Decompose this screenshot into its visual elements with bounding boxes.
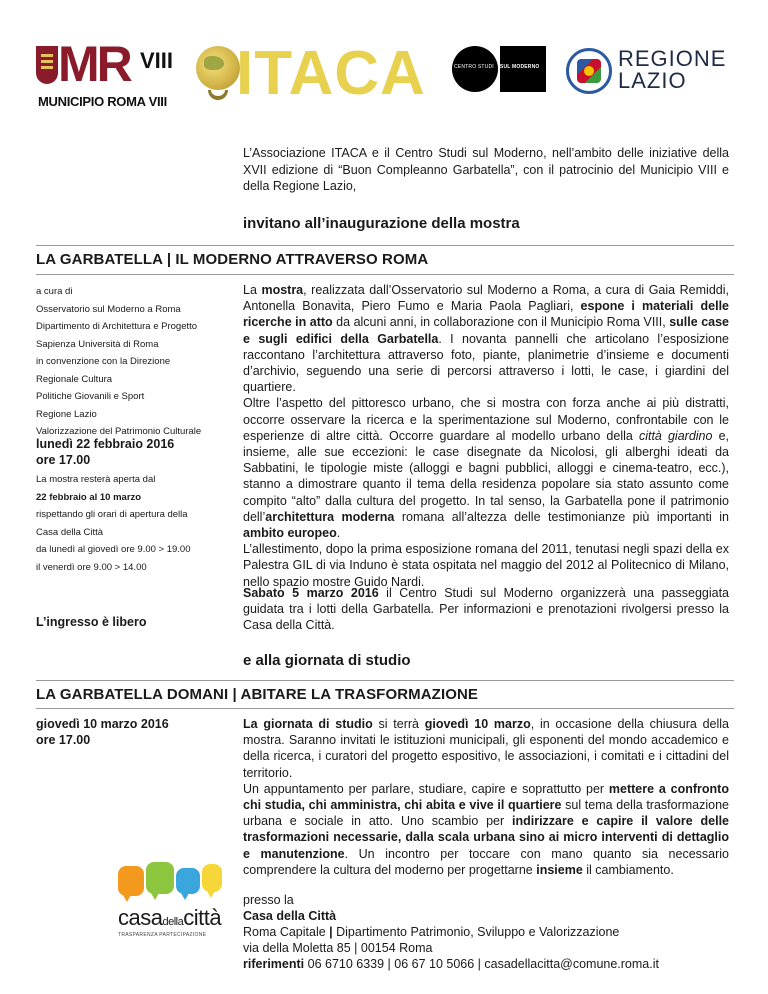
speech-bubble-icon [146, 862, 174, 894]
casa-della-citta-logo [118, 862, 222, 940]
itaca-wordmark: ITACA [236, 39, 426, 108]
mr-letters: MR [58, 36, 130, 92]
exhibition-description [243, 282, 729, 590]
venue-info: presso la Casa della Città Roma Capitale | Dipartimento Patrimonio, Sviluppo e Valorizzazione via della Moletta 85 | 00154 Roma riferimenti 06 6710 6339 | 06 67 10 5066 | casadellacitta@comune.roma.it [243, 893, 659, 971]
section2-title: LA GARBATELLA DOMANI | ABITARE LA TRASFORMAZIONE [36, 686, 479, 703]
opening-hours-block: La mostra resterà aperta dal 22 febbraio al 10 marzo rispettando gli orari di apertura della Casa della Città da lunedì al giovedì ore 9.00 > 19.00 il venerdì ore 9.00 > 14.00 [36, 474, 191, 573]
divider [36, 245, 734, 246]
invite-exhibition: invitano all’inaugurazione della mostra [243, 215, 520, 232]
centro-studi-logo [452, 46, 546, 92]
paragraph: Oltre l’aspetto del pittoresco urbano, che si mostra con forza anche ai più distratti, occorre osservare la ricerca e la sperimentazione sul Moderno, confrontabile con le esperienze di altre città. Occorre guardare al modello urbano della città giardino e, insieme, alle sue eccezioni: le case disegnate da Nicolosi, gli alberghi ideati da Sabbatini, le tipologie miste (alloggi e bagni pubblici, alloggi e cinema-teatro, ecc.), stanno a dimostrare quanto il tema della residenza popolare sia stato assunto come compito “alto” dalla cultura del progetto. In tal senso, la Garbatella pone il patrimonio dell’architettura moderna romana all’altezza delle testimonianze più importanti in ambito europeo. [243, 396, 729, 541]
rome-shield-icon [36, 46, 58, 84]
paragraph: La giornata di studio si terrà giovedì 10 marzo, in occasione della chiusura della mostra. Saranno invitati le istituzioni municipali, gli esponenti del mondo accademico e della ricerca, i curatori del progetto espositivo, le associazioni, i comitati e i cittadini del territorio. [243, 717, 730, 780]
municipio-caption: MUNICIPIO ROMA VIII [38, 94, 167, 109]
curated-by-block: a cura di Osservatorio sul Moderno a Roma Dipartimento di Architettura e Progetto Sapienza Università di Roma [36, 286, 198, 350]
municipio-roma-logo [36, 36, 186, 109]
study-day-description [243, 716, 729, 878]
globe-icon [196, 46, 240, 90]
paragraph: L’allestimento, dopo la prima esposizione romana del 2011, tenutasi negli spazi della ex Palestra GIL di via Induno è stata ospitata nel maggio del 2012 al Politecnico di Milano, nello spazio mostre Guido Nardi. [243, 542, 729, 589]
lazio-seal-icon [566, 48, 612, 94]
convention-block: in convenzione con la Direzione Regionale Cultura Politiche Giovanili e Sport Regione Lazio Valorizzazione del Patrimonio Culturale [36, 356, 202, 437]
itaca-logo [190, 38, 430, 110]
section1-title: LA GARBATELLA | IL MODERNO ATTRAVERSO ROMA [36, 251, 429, 268]
paragraph: Un appuntamento per parlare, studiare, capire e soprattutto per mettere a confronto chi studia, chi amministra, chi abita e vive il quartiere sul tema della trasformazione urbana e sociale in atto. Uno scambio per indirizzare e capire il valore delle trasformazioni necessarie, dalla scala urbana sino ai micro interventi di dettaglio e manutenzione. Un incontro per toccare con mano quanto sia necessario comprendere la cultura del moderno per progettarne insieme il cambiamento. [243, 781, 730, 877]
speech-bubble-icon [202, 864, 222, 892]
lazio-wordmark: REGIONE LAZIO [618, 46, 727, 93]
invite-study-day: e alla giornata di studio [243, 652, 411, 669]
casa-wordmark: casadellacittà [118, 905, 222, 930]
divider [36, 680, 734, 681]
csm-wordmark: CENTRO STUDI SUL MODERNO [454, 64, 540, 70]
speech-bubble-icon [118, 866, 144, 896]
divider [36, 274, 734, 275]
mr-roman-numeral: VIII [140, 48, 174, 73]
study-day-date: giovedì 10 marzo 2016 ore 17.00 [36, 717, 169, 747]
paragraph: La mostra, realizzata dall’Osservatorio sul Moderno a Roma, a cura di Gaia Remiddi, Antonella Bonavita, Piero Fumo e Maria Paola Pagliari, espone i materiali delle ricerche in atto da alcuni anni, in collaborazione con il Municipio Roma VIII, sulle case e sugli edifici della Garbatella. I novanta pannelli che articolano l’esposizione raccontano l’architettura attraverso foto, piante, planimetrie d’insieme e documenti d’archivio, seguendo una serie di percorsi attraverso i lotti, le case, i giardini del quartiere. [243, 283, 730, 395]
speech-bubble-icon [176, 868, 200, 894]
contact-details: 06 6710 6339 | 06 67 10 5066 | casadellacitta@comune.roma.it [304, 957, 659, 971]
guided-walk-paragraph: Sabato 5 marzo 2016 il Centro Studi sul Moderno organizzerà una passeggiata guidata tra i lotti della Garbatella. Per informazioni e prenotazioni rivolgersi presso la Casa della Città. [243, 586, 730, 633]
free-entry: L’ingresso è libero [36, 615, 147, 629]
regione-lazio-logo [566, 46, 726, 98]
casa-tagline: TRASPARENZA PARTECIPAZIONE [118, 932, 207, 938]
globe-stand-icon [208, 90, 228, 100]
divider [36, 708, 734, 709]
intro-paragraph: L’Associazione ITACA e il Centro Studi sul Moderno, nell’ambito delle iniziative della XVII edizione di “Buon Compleanno Garbatella”, con il patrocinio del Municipio VIII e della Regione Lazio, [243, 146, 729, 193]
exhibition-date: lunedì 22 febbraio 2016 ore 17.00 [36, 437, 175, 467]
